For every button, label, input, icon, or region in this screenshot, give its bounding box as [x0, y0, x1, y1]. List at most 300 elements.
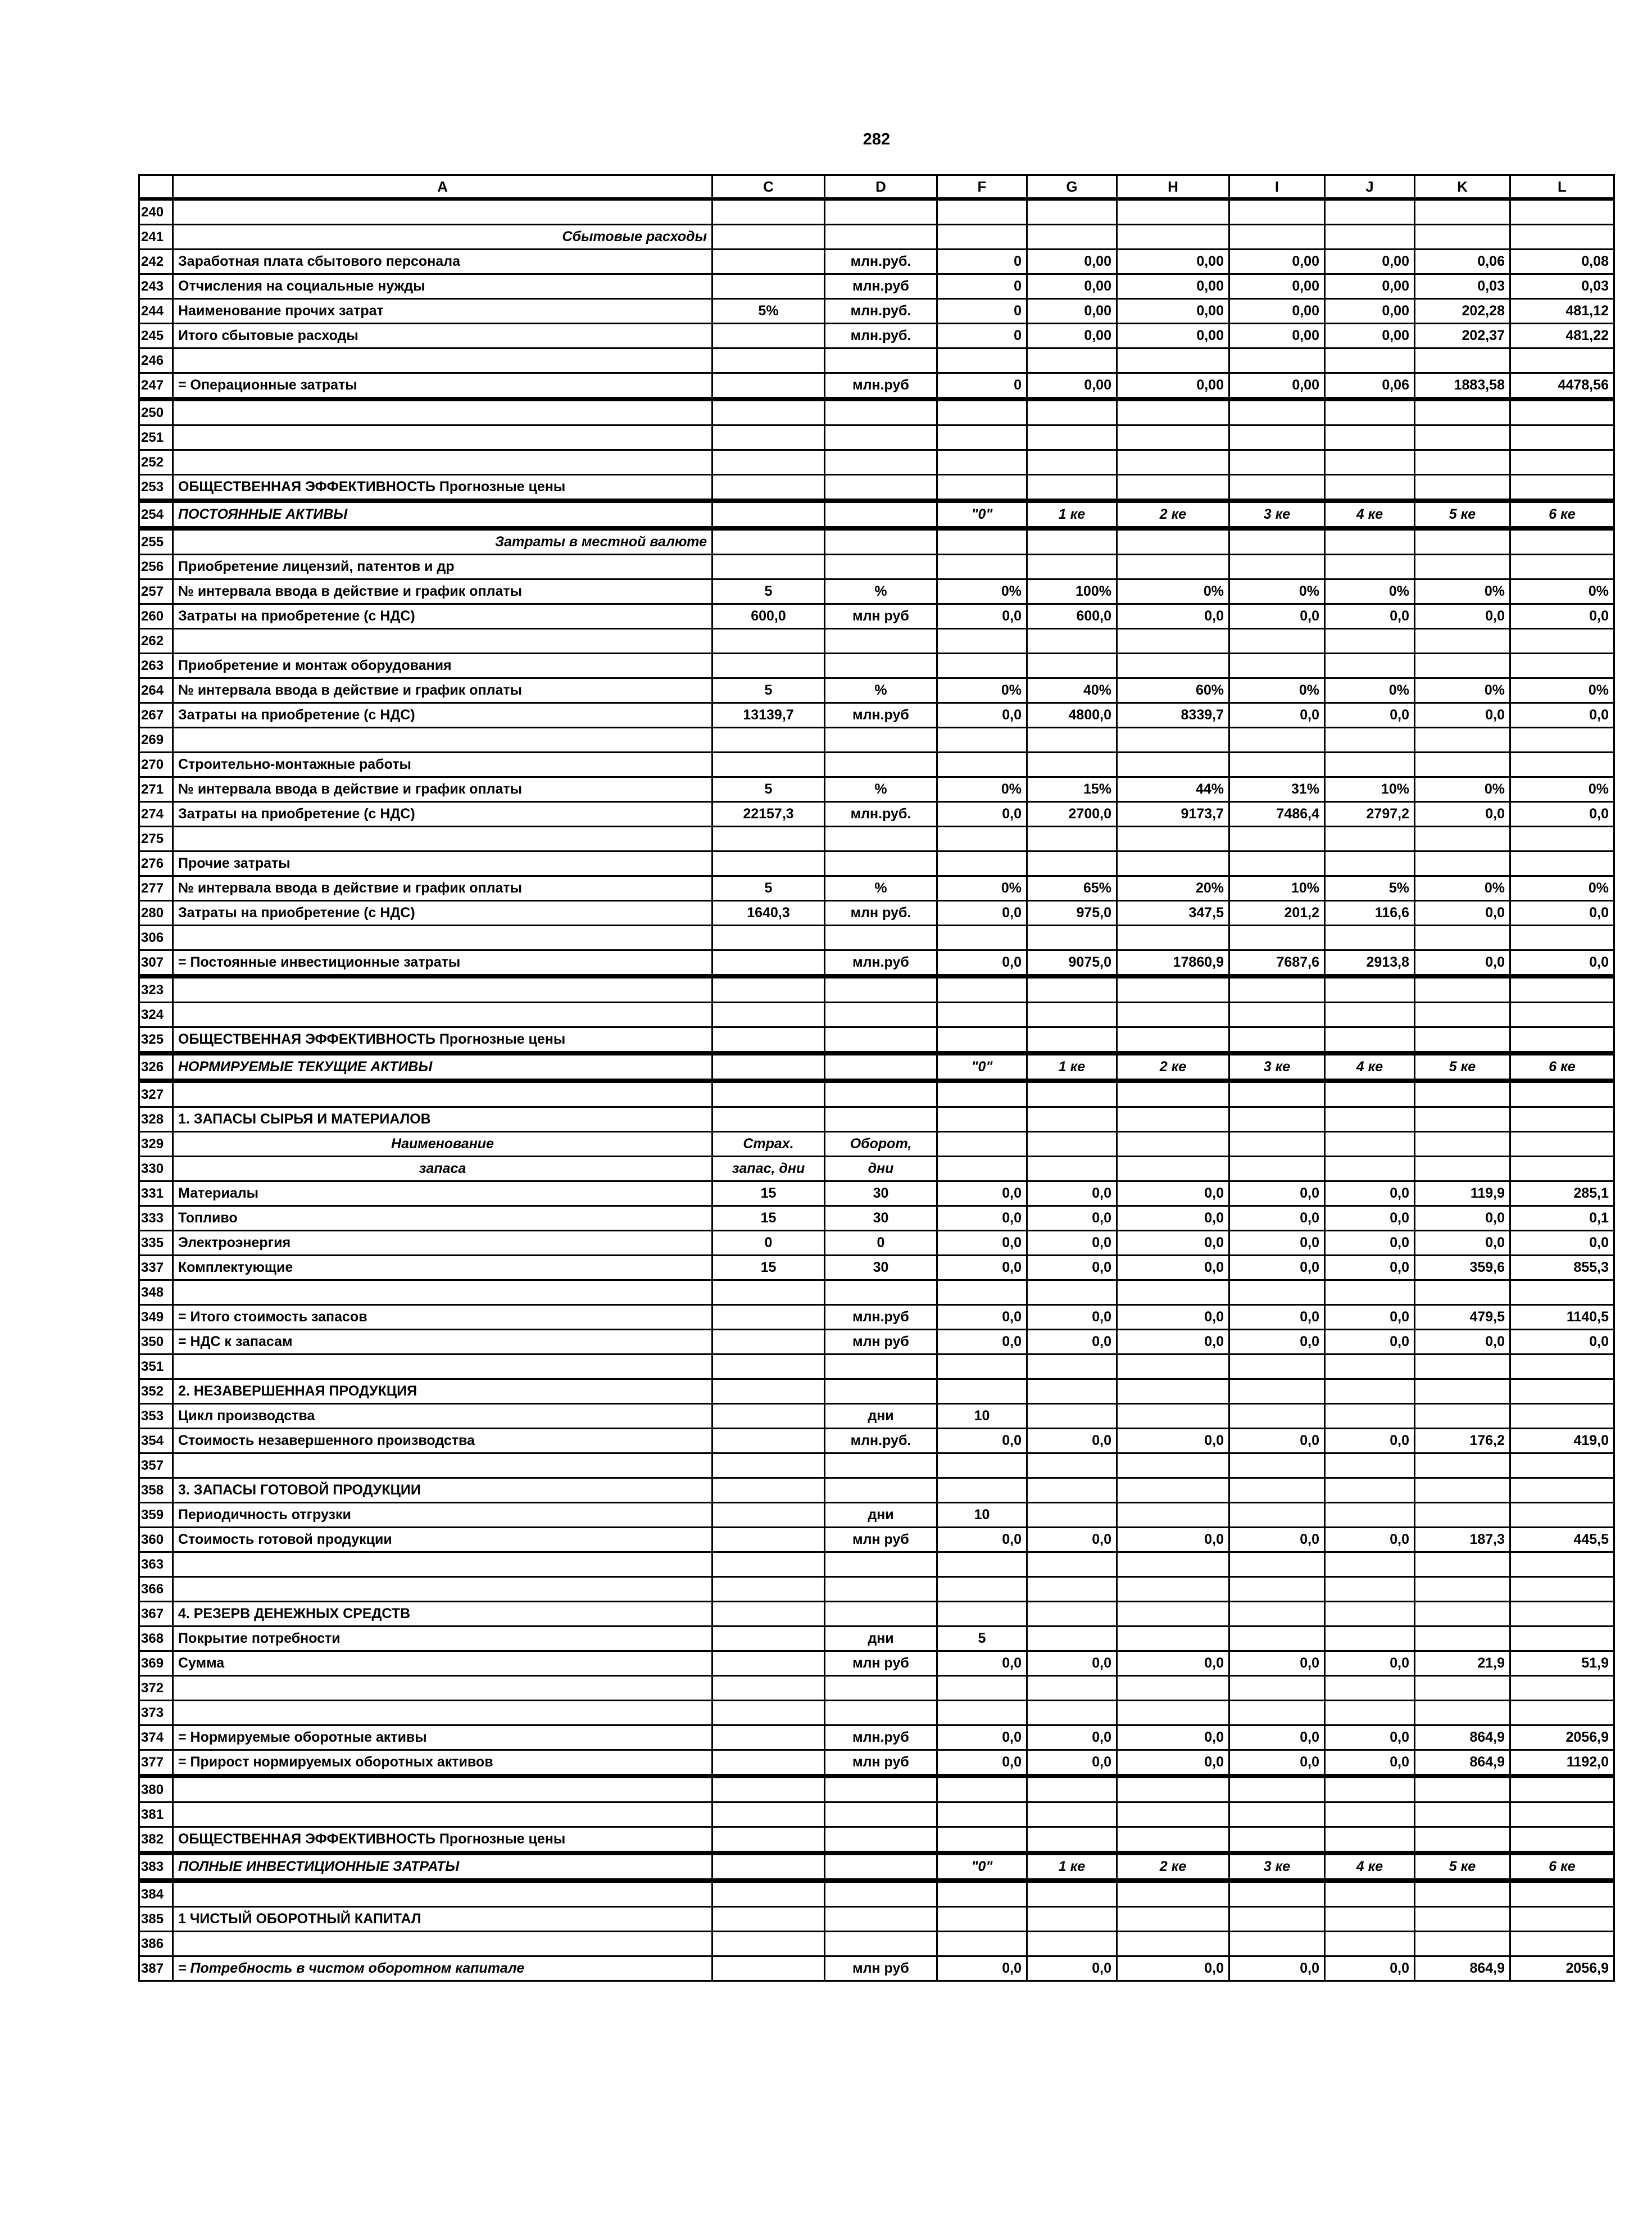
cell[interactable]	[712, 1429, 825, 1453]
cell[interactable]: 6 ке	[1510, 1853, 1614, 1881]
cell[interactable]: млн.руб.	[825, 1429, 937, 1453]
cell-label[interactable]	[173, 1552, 712, 1577]
cell-label[interactable]: Стоимость незавершенного производства	[173, 1429, 712, 1453]
cell[interactable]	[1027, 1379, 1117, 1404]
cell-label[interactable]: Цикл производства	[173, 1404, 712, 1429]
cell[interactable]: 0,0	[1229, 1750, 1325, 1777]
cell[interactable]	[937, 348, 1027, 373]
row-number[interactable]: 329	[139, 1132, 173, 1157]
cell[interactable]: дни	[825, 1627, 937, 1651]
cell[interactable]	[1229, 1552, 1325, 1577]
cell[interactable]	[937, 1827, 1027, 1854]
cell[interactable]	[937, 654, 1027, 678]
cell[interactable]: 0,0	[937, 1528, 1027, 1552]
cell[interactable]	[1415, 450, 1510, 475]
cell[interactable]	[825, 1827, 937, 1854]
cell[interactable]	[1117, 1701, 1229, 1725]
cell[interactable]	[1510, 1478, 1614, 1503]
cell[interactable]	[1229, 1881, 1325, 1907]
cell[interactable]: 0,0	[1229, 1256, 1325, 1280]
cell[interactable]	[1117, 528, 1229, 555]
cell[interactable]: 2 ке	[1117, 1053, 1229, 1081]
cell-label[interactable]: = Прирост нормируемых оборотных активов	[173, 1750, 712, 1777]
cell[interactable]: млн.руб.	[825, 324, 937, 348]
cell[interactable]	[1415, 1404, 1510, 1429]
cell[interactable]: 0%	[1325, 678, 1415, 703]
cell-label[interactable]	[173, 1802, 712, 1827]
cell[interactable]	[1415, 1157, 1510, 1181]
cell[interactable]: 5	[712, 777, 825, 802]
row-number[interactable]: 325	[139, 1027, 173, 1054]
cell[interactable]: дни	[825, 1157, 937, 1181]
cell[interactable]	[712, 425, 825, 450]
cell[interactable]	[712, 1081, 825, 1107]
cell[interactable]	[712, 1701, 825, 1725]
cell[interactable]: "0"	[937, 1053, 1027, 1081]
cell-label[interactable]	[173, 1676, 712, 1701]
cell[interactable]	[1325, 1003, 1415, 1027]
cell[interactable]: 0,0	[1229, 1956, 1325, 1981]
row-number[interactable]: 349	[139, 1305, 173, 1330]
cell[interactable]	[1415, 1827, 1510, 1854]
cell[interactable]: 0	[937, 250, 1027, 274]
cell[interactable]: 3 ке	[1229, 501, 1325, 528]
cell[interactable]	[825, 1354, 937, 1379]
cell[interactable]	[1229, 1379, 1325, 1404]
cell[interactable]	[712, 629, 825, 654]
cell[interactable]: 0,0	[1027, 1330, 1117, 1354]
cell-label[interactable]: запаса	[173, 1157, 712, 1181]
cell[interactable]: 0,00	[1117, 324, 1229, 348]
cell[interactable]	[1415, 1453, 1510, 1478]
cell[interactable]: 0%	[1415, 678, 1510, 703]
cell[interactable]	[1229, 728, 1325, 753]
cell[interactable]: млн руб	[825, 1528, 937, 1552]
cell[interactable]: 0,0	[1415, 604, 1510, 629]
cell[interactable]	[1325, 199, 1415, 225]
cell[interactable]: 0,0	[1415, 1206, 1510, 1231]
cell[interactable]	[712, 1881, 825, 1907]
cell[interactable]	[1117, 827, 1229, 851]
cell[interactable]	[1027, 753, 1117, 777]
cell[interactable]	[1510, 199, 1614, 225]
cell[interactable]	[937, 1552, 1027, 1577]
cell[interactable]: 347,5	[1117, 901, 1229, 926]
cell[interactable]: 6 ке	[1510, 1053, 1614, 1081]
cell[interactable]: 31%	[1229, 777, 1325, 802]
cell[interactable]	[1117, 1776, 1229, 1802]
cell[interactable]	[1325, 1478, 1415, 1503]
cell[interactable]: 0,00	[1027, 274, 1117, 299]
cell[interactable]: 9173,7	[1117, 802, 1229, 827]
cell[interactable]: 5%	[1325, 876, 1415, 901]
cell-label[interactable]: ОБЩЕСТВЕННАЯ ЭФФЕКТИВНОСТЬ Прогнозные цены	[173, 1827, 712, 1854]
cell[interactable]	[1027, 851, 1117, 876]
cell-label[interactable]	[173, 1003, 712, 1027]
cell[interactable]	[1027, 1280, 1117, 1305]
cell[interactable]	[1027, 1676, 1117, 1701]
cell[interactable]	[825, 1881, 937, 1907]
cell[interactable]: 0,0	[937, 1725, 1027, 1750]
cell[interactable]	[937, 1027, 1027, 1054]
cell[interactable]	[1510, 475, 1614, 501]
column-header[interactable]: C	[712, 175, 825, 200]
cell[interactable]	[1117, 753, 1229, 777]
cell[interactable]	[1510, 1379, 1614, 1404]
cell[interactable]: 0,0	[1415, 950, 1510, 977]
cell[interactable]	[712, 1907, 825, 1932]
cell[interactable]: 0%	[937, 579, 1027, 604]
cell[interactable]	[1229, 1107, 1325, 1132]
column-header[interactable]: H	[1117, 175, 1229, 200]
cell[interactable]: 0,0	[1415, 802, 1510, 827]
cell[interactable]: млн руб	[825, 1956, 937, 1981]
cell[interactable]	[712, 851, 825, 876]
cell[interactable]	[1117, 399, 1229, 425]
cell[interactable]	[1325, 425, 1415, 450]
cell[interactable]: 0%	[1415, 876, 1510, 901]
cell[interactable]	[825, 199, 937, 225]
cell[interactable]: "0"	[937, 501, 1027, 528]
row-number[interactable]: 306	[139, 926, 173, 950]
cell[interactable]	[1117, 1627, 1229, 1651]
cell[interactable]	[1027, 199, 1117, 225]
cell[interactable]: 481,22	[1510, 324, 1614, 348]
cell-label[interactable]	[173, 450, 712, 475]
cell[interactable]: млн.руб.	[825, 250, 937, 274]
cell[interactable]: 3 ке	[1229, 1053, 1325, 1081]
row-number[interactable]: 366	[139, 1577, 173, 1602]
cell[interactable]	[1027, 1157, 1117, 1181]
cell[interactable]: 30	[825, 1256, 937, 1280]
cell[interactable]	[1415, 1552, 1510, 1577]
cell[interactable]	[1510, 1132, 1614, 1157]
cell[interactable]	[1117, 1132, 1229, 1157]
cell[interactable]: 0,0	[1325, 604, 1415, 629]
cell[interactable]: 4 ке	[1325, 501, 1415, 528]
cell[interactable]	[1510, 1354, 1614, 1379]
row-number[interactable]: 386	[139, 1932, 173, 1956]
cell[interactable]	[1229, 1907, 1325, 1932]
cell[interactable]	[1027, 1881, 1117, 1907]
cell[interactable]: млн.руб	[825, 703, 937, 728]
cell[interactable]: 0%	[1229, 579, 1325, 604]
cell[interactable]	[1229, 555, 1325, 579]
cell[interactable]	[1415, 1701, 1510, 1725]
cell[interactable]	[1229, 1478, 1325, 1503]
row-number[interactable]: 352	[139, 1379, 173, 1404]
cell[interactable]	[1229, 753, 1325, 777]
cell[interactable]: 119,9	[1415, 1181, 1510, 1206]
cell[interactable]	[1229, 1827, 1325, 1854]
cell[interactable]	[937, 1132, 1027, 1157]
cell[interactable]: 0,0	[1325, 1429, 1415, 1453]
cell[interactable]	[1415, 629, 1510, 654]
cell[interactable]: 0,0	[1027, 1206, 1117, 1231]
cell[interactable]: 30	[825, 1206, 937, 1231]
cell[interactable]: 1640,3	[712, 901, 825, 926]
cell[interactable]	[1229, 1280, 1325, 1305]
cell-label[interactable]: № интервала ввода в действие и график оплаты	[173, 777, 712, 802]
cell[interactable]	[1325, 1802, 1415, 1827]
row-number[interactable]: 357	[139, 1453, 173, 1478]
cell-label[interactable]: Сбытовые расходы	[173, 225, 712, 250]
cell[interactable]: 15	[712, 1206, 825, 1231]
column-header[interactable]: F	[937, 175, 1027, 200]
cell-label[interactable]: ОБЩЕСТВЕННАЯ ЭФФЕКТИВНОСТЬ Прогнозные цены	[173, 475, 712, 501]
cell[interactable]	[937, 1602, 1027, 1627]
cell[interactable]	[1027, 425, 1117, 450]
cell[interactable]: 0,0	[1229, 1181, 1325, 1206]
cell-label[interactable]: Затраты на приобретение (с НДС)	[173, 901, 712, 926]
cell[interactable]	[937, 1932, 1027, 1956]
cell[interactable]: 0,06	[1415, 250, 1510, 274]
cell-label[interactable]: 3. ЗАПАСЫ ГОТОВОЙ ПРОДУКЦИИ	[173, 1478, 712, 1503]
cell[interactable]: 0,0	[1229, 1429, 1325, 1453]
cell[interactable]	[1117, 1478, 1229, 1503]
cell[interactable]: Страх.	[712, 1132, 825, 1157]
cell[interactable]: 0%	[1510, 579, 1614, 604]
cell-label[interactable]	[173, 827, 712, 851]
cell[interactable]	[1510, 1157, 1614, 1181]
cell[interactable]	[937, 1802, 1027, 1827]
cell[interactable]	[1415, 1003, 1510, 1027]
cell[interactable]	[825, 1478, 937, 1503]
row-number[interactable]: 368	[139, 1627, 173, 1651]
cell[interactable]	[1325, 1107, 1415, 1132]
cell[interactable]	[1325, 1453, 1415, 1478]
cell[interactable]	[1325, 827, 1415, 851]
cell[interactable]: 0,00	[1325, 274, 1415, 299]
cell[interactable]	[937, 1478, 1027, 1503]
cell[interactable]	[1415, 654, 1510, 678]
cell[interactable]: 0,0	[1229, 1305, 1325, 1330]
row-number[interactable]: 250	[139, 399, 173, 425]
cell[interactable]: 0,0	[1027, 1651, 1117, 1676]
cell-label[interactable]: 2. НЕЗАВЕРШЕННАЯ ПРОДУКЦИЯ	[173, 1379, 712, 1404]
cell[interactable]	[825, 629, 937, 654]
cell[interactable]: 0,00	[1027, 373, 1117, 400]
cell-label[interactable]: № интервала ввода в действие и график оплаты	[173, 579, 712, 604]
cell[interactable]	[1510, 629, 1614, 654]
cell[interactable]	[825, 1676, 937, 1701]
cell[interactable]	[937, 753, 1027, 777]
row-number[interactable]: 253	[139, 475, 173, 501]
cell[interactable]	[712, 1552, 825, 1577]
cell[interactable]	[712, 475, 825, 501]
cell[interactable]	[1229, 1627, 1325, 1651]
cell[interactable]	[712, 1725, 825, 1750]
row-number[interactable]: 348	[139, 1280, 173, 1305]
cell[interactable]: 10	[937, 1503, 1027, 1528]
cell[interactable]	[1229, 1003, 1325, 1027]
cell[interactable]: 0	[825, 1231, 937, 1256]
row-number[interactable]: 367	[139, 1602, 173, 1627]
row-number[interactable]: 384	[139, 1881, 173, 1907]
cell[interactable]: 187,3	[1415, 1528, 1510, 1552]
cell[interactable]	[712, 274, 825, 299]
row-number[interactable]: 351	[139, 1354, 173, 1379]
cell[interactable]	[937, 450, 1027, 475]
cell[interactable]: дни	[825, 1503, 937, 1528]
cell[interactable]: 0,0	[1229, 1651, 1325, 1676]
cell[interactable]	[712, 1577, 825, 1602]
cell[interactable]: 0%	[937, 678, 1027, 703]
cell[interactable]	[1510, 827, 1614, 851]
column-header[interactable]: G	[1027, 175, 1117, 200]
cell[interactable]: 2913,8	[1325, 950, 1415, 977]
cell[interactable]	[712, 1280, 825, 1305]
cell[interactable]	[1229, 851, 1325, 876]
cell[interactable]: 0,0	[1415, 703, 1510, 728]
cell[interactable]	[1027, 555, 1117, 579]
cell[interactable]	[1325, 1280, 1415, 1305]
cell[interactable]: 0%	[1510, 876, 1614, 901]
cell[interactable]: 7687,6	[1229, 950, 1325, 977]
cell[interactable]: 0	[937, 299, 1027, 324]
cell[interactable]	[1027, 1627, 1117, 1651]
cell[interactable]	[1027, 348, 1117, 373]
cell[interactable]: 0,00	[1325, 299, 1415, 324]
cell[interactable]	[825, 1053, 937, 1081]
cell[interactable]	[825, 654, 937, 678]
cell[interactable]	[1229, 225, 1325, 250]
cell[interactable]: 0,0	[1510, 1330, 1614, 1354]
cell[interactable]: 15	[712, 1256, 825, 1280]
cell-label[interactable]: = Нормируемые оборотные активы	[173, 1725, 712, 1750]
cell[interactable]: 0,0	[1229, 604, 1325, 629]
cell[interactable]	[937, 425, 1027, 450]
cell[interactable]	[1325, 1676, 1415, 1701]
cell[interactable]: 0,0	[937, 1231, 1027, 1256]
cell[interactable]	[1117, 1404, 1229, 1429]
cell[interactable]: 0,0	[1325, 1181, 1415, 1206]
cell[interactable]	[1229, 199, 1325, 225]
cell[interactable]	[1415, 1379, 1510, 1404]
cell-label[interactable]: Стоимость готовой продукции	[173, 1528, 712, 1552]
cell[interactable]	[1510, 399, 1614, 425]
cell[interactable]	[1229, 1676, 1325, 1701]
cell[interactable]	[1027, 1081, 1117, 1107]
cell-label[interactable]	[173, 399, 712, 425]
cell[interactable]	[1117, 1676, 1229, 1701]
cell[interactable]: 65%	[1027, 876, 1117, 901]
cell[interactable]	[1229, 1354, 1325, 1379]
row-number[interactable]: 326	[139, 1053, 173, 1081]
cell[interactable]	[825, 1453, 937, 1478]
cell[interactable]: 0,0	[1510, 604, 1614, 629]
cell[interactable]: 0,0	[1027, 1528, 1117, 1552]
cell[interactable]	[1325, 399, 1415, 425]
cell[interactable]	[1027, 1453, 1117, 1478]
cell[interactable]	[1117, 1379, 1229, 1404]
cell[interactable]	[1325, 926, 1415, 950]
cell[interactable]	[825, 1701, 937, 1725]
row-number[interactable]: 256	[139, 555, 173, 579]
cell[interactable]: 0,0	[1325, 1750, 1415, 1777]
cell[interactable]: 0,00	[1229, 324, 1325, 348]
cell[interactable]	[1117, 348, 1229, 373]
cell-label[interactable]: Топливо	[173, 1206, 712, 1231]
cell[interactable]	[937, 1676, 1027, 1701]
cell[interactable]: 0,00	[1027, 299, 1117, 324]
cell-label[interactable]: Приобретение и монтаж оборудования	[173, 654, 712, 678]
cell[interactable]: 0,0	[1117, 1305, 1229, 1330]
cell[interactable]	[1027, 1027, 1117, 1054]
cell-label[interactable]: Материалы	[173, 1181, 712, 1206]
cell-label[interactable]: Сумма	[173, 1651, 712, 1676]
cell[interactable]: 0,0	[1229, 1725, 1325, 1750]
cell[interactable]	[825, 1027, 937, 1054]
cell[interactable]: 7486,4	[1229, 802, 1325, 827]
cell[interactable]	[1325, 1602, 1415, 1627]
cell[interactable]	[1510, 1881, 1614, 1907]
cell-label[interactable]: ОБЩЕСТВЕННАЯ ЭФФЕКТИВНОСТЬ Прогнозные цены	[173, 1027, 712, 1054]
cell[interactable]	[712, 728, 825, 753]
cell[interactable]: 1 ке	[1027, 1053, 1117, 1081]
cell[interactable]	[1510, 1453, 1614, 1478]
cell[interactable]: 0,00	[1027, 250, 1117, 274]
cell[interactable]	[712, 1853, 825, 1881]
cell[interactable]: 6 ке	[1510, 501, 1614, 528]
cell[interactable]	[1325, 1907, 1415, 1932]
cell-label[interactable]: Прочие затраты	[173, 851, 712, 876]
row-number[interactable]: 246	[139, 348, 173, 373]
cell[interactable]	[1415, 1577, 1510, 1602]
cell[interactable]	[825, 827, 937, 851]
cell[interactable]	[712, 1651, 825, 1676]
cell[interactable]	[1325, 1503, 1415, 1528]
cell[interactable]	[1117, 475, 1229, 501]
cell[interactable]: дни	[825, 1404, 937, 1429]
cell[interactable]: 0,03	[1415, 274, 1510, 299]
cell[interactable]: 0,0	[1510, 802, 1614, 827]
cell[interactable]: 0%	[937, 876, 1027, 901]
cell[interactable]	[825, 1577, 937, 1602]
cell[interactable]: 0,0	[1117, 1651, 1229, 1676]
row-number[interactable]: 381	[139, 1802, 173, 1827]
cell[interactable]: 0,0	[1229, 703, 1325, 728]
cell[interactable]: 10%	[1325, 777, 1415, 802]
cell-label[interactable]: Электроэнергия	[173, 1231, 712, 1256]
cell[interactable]: 0,0	[937, 901, 1027, 926]
cell[interactable]: 10	[937, 1404, 1027, 1429]
cell[interactable]	[1229, 425, 1325, 450]
row-number[interactable]: 270	[139, 753, 173, 777]
row-number[interactable]: 380	[139, 1776, 173, 1802]
cell[interactable]: 0,0	[1027, 1956, 1117, 1981]
cell[interactable]	[1117, 1881, 1229, 1907]
cell[interactable]: 0,0	[1027, 1231, 1117, 1256]
cell[interactable]: %	[825, 678, 937, 703]
cell[interactable]	[1510, 528, 1614, 555]
cell[interactable]: 0%	[1415, 579, 1510, 604]
cell[interactable]	[1510, 1827, 1614, 1854]
cell-label[interactable]: Наименование прочих затрат	[173, 299, 712, 324]
cell[interactable]	[825, 728, 937, 753]
cell[interactable]: 17860,9	[1117, 950, 1229, 977]
cell[interactable]	[712, 373, 825, 400]
cell[interactable]: 0,00	[1117, 299, 1229, 324]
cell[interactable]	[937, 1003, 1027, 1027]
row-number[interactable]: 280	[139, 901, 173, 926]
cell[interactable]	[712, 1003, 825, 1027]
cell[interactable]	[1117, 1907, 1229, 1932]
cell[interactable]: 600,0	[1027, 604, 1117, 629]
cell[interactable]: 60%	[1117, 678, 1229, 703]
cell[interactable]: 0,0	[1325, 1725, 1415, 1750]
cell[interactable]: 0%	[1510, 777, 1614, 802]
